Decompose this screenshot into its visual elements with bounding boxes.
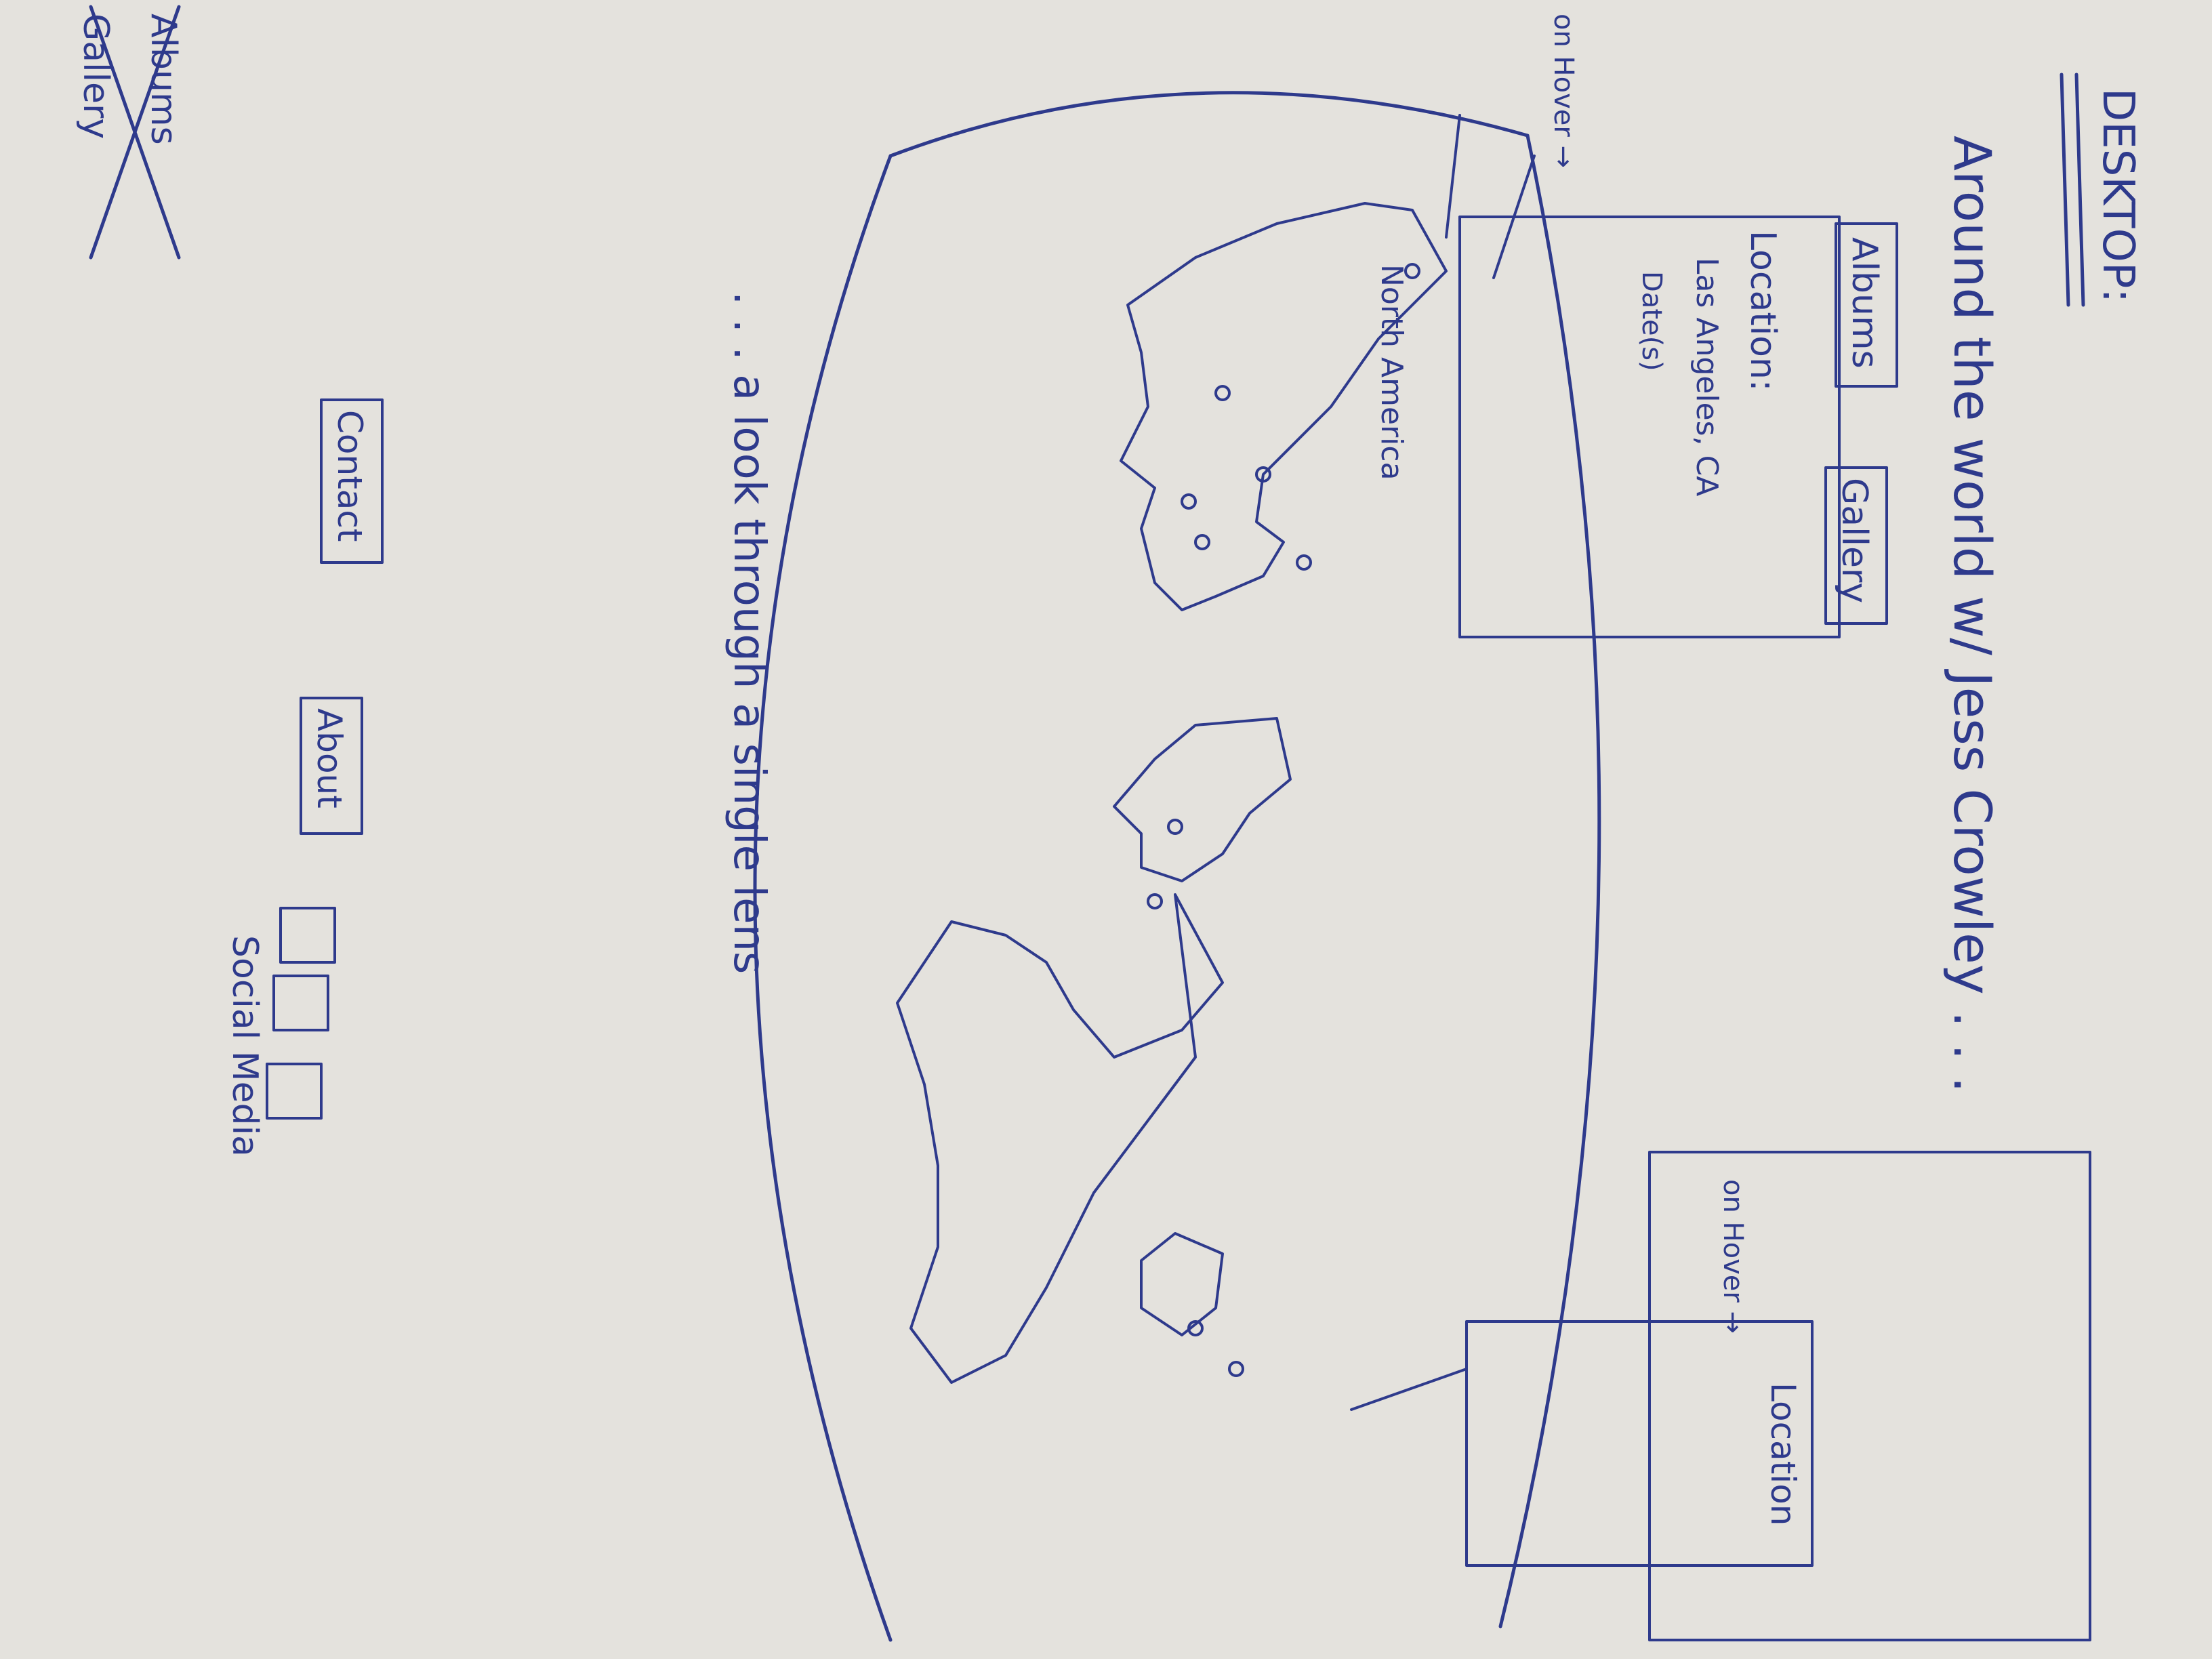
gallery-button-label: Gallery	[1834, 478, 1875, 604]
hover-trigger-label: on Hover →	[1548, 14, 1579, 169]
about-button-label: About	[310, 708, 349, 808]
tagline: . . . a look through a single lens	[724, 291, 774, 975]
north-america-label: North America	[1374, 264, 1409, 480]
albums-button-label: Albums	[1844, 237, 1885, 369]
location-popup-item: Las Angeles, CA	[1689, 258, 1724, 497]
social-media-label: Social Media	[224, 935, 265, 1157]
location-popup-2-title: Location	[1763, 1382, 1803, 1526]
crossed-nav-albums: Albums	[143, 14, 184, 145]
crossed-nav-gallery: Gallery	[75, 14, 116, 140]
contact-button-label: Contact	[330, 410, 369, 542]
site-title: Around the world w/ Jess Crowley . . .	[1942, 136, 2003, 1093]
heading: DESKTOP:	[2093, 88, 2143, 303]
hover-trigger-label-2: on Hover →	[1717, 1179, 1748, 1334]
location-popup-item: Date(s)	[1636, 271, 1667, 371]
location-popup-title: Location:	[1742, 230, 1783, 392]
